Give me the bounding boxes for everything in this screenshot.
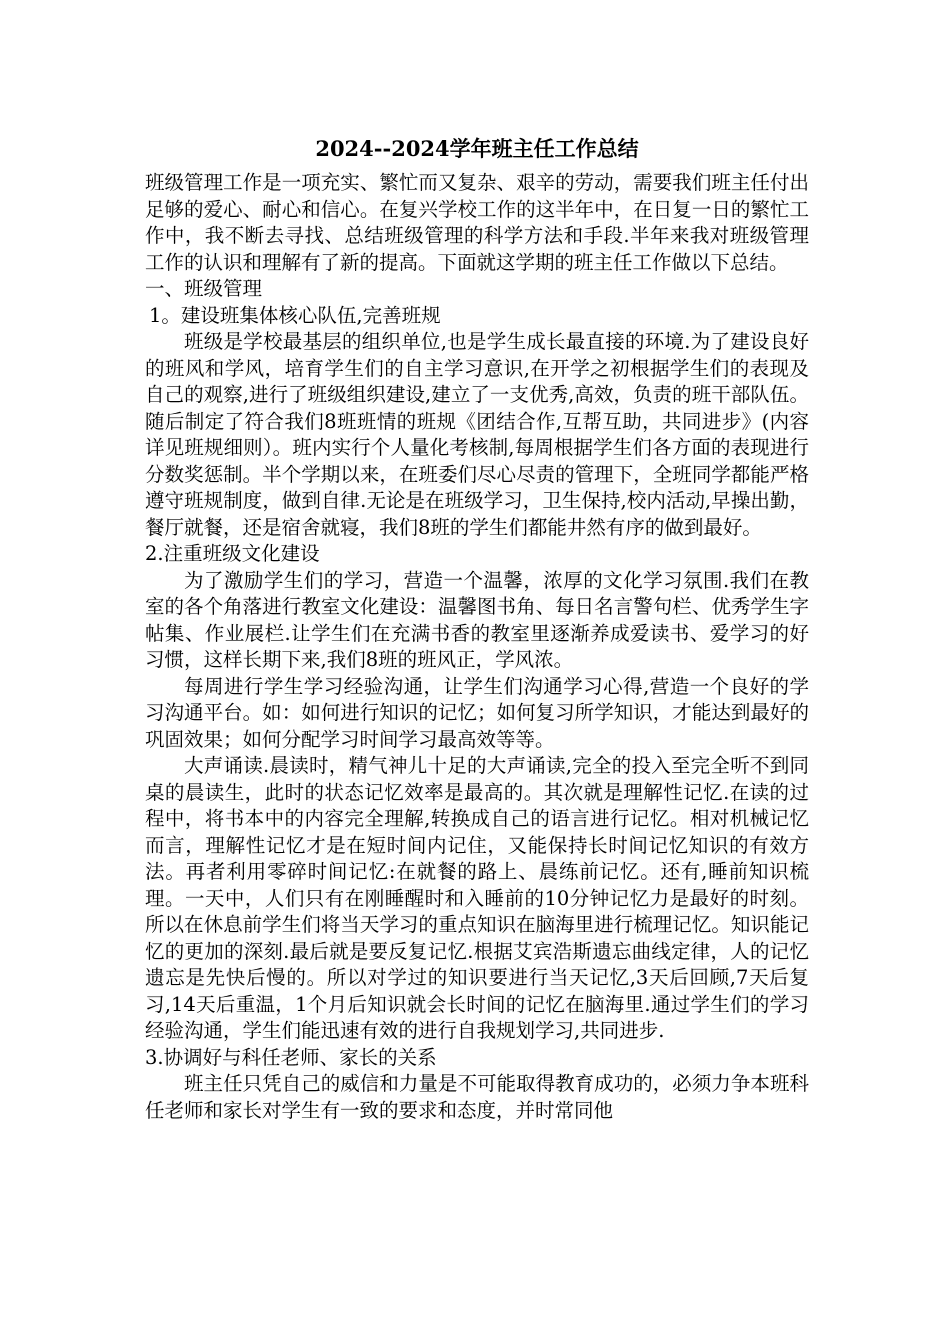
intro-paragraph: 班级管理工作是一项充实、繁忙而又复杂、艰辛的劳动，需要我们班主任付出足够的爱心、耐心和信心。在复兴学校工作的这半年中，在日复一日的繁忙工作中，我不断去寻找、总结班级管理的科学方法和手段.半年来我对班级管理工作的认识和理解有了新的提高。下面就这学期的班主任工作做以下总结。	[145, 171, 809, 274]
paragraph-memory-methods: 大声诵读.晨读时，精气神儿十足的大声诵读,完全的投入至完全听不到同桌的晨读生，此时的状态记忆效率是最高的。其次就是理解性记忆.在读的过程中，将书本中的内容完全理解,转换成自己的语言进行记忆。相对机械记忆而言，理解性记忆才是在短时间内记住，又能保持长时间记忆知识的有效方法。再者利用零碎时间记忆:在就餐的路上、晨练前记忆。还有,睡前知识梳理。一天中，人们只有在刚睡醒时和入睡前的10分钟记忆力是最好的时刻。所以在休息前学生们将当天学习的重点知识在脑海里进行梳理记忆。知识能记忆的更加的深刻.最后就是要反复记忆.根据艾宾浩斯遗忘曲线定律，人的记忆遗忘是先快后慢的。所以对学过的知识要进行当天记忆,3天后回顾,7天后复习,14天后重温，1个月后知识就会长时间的记忆在脑海里.通过学生们的学习经验沟通，学生们能迅速有效的进行自我规划学习,共同进步.	[145, 754, 809, 1042]
subheading-class-culture: 2.注重班级文化建设	[145, 542, 320, 565]
paragraph-class-culture: 为了激励学生们的学习，营造一个温馨，浓厚的文化学习氛围.我们在教室的各个角落进行教室文化建设：温馨图书角、每日名言警句栏、优秀学生字帖集、作业展栏.让学生们在充满书香的教室里逐渐养成爱读书、爱学习的好习惯，这样长期下来,我们8班的班风正，学风浓。	[145, 568, 809, 671]
paragraph-core-team: 班级是学校最基层的组织单位,也是学生成长最直接的环境.为了建设良好的班风和学风，培育学生们的自主学习意识,在开学之初根据学生们的表现及自己的观察,进行了班级组织建设,建立了一支优秀,高效，负责的班干部队伍。随后制定了符合我们8班班情的班规《团结合作,互帮互助，共同进步》(内容详见班规细则）。班内实行个人量化考核制,每周根据学生们各方面的表现进行分数奖惩制。半个学期以来，在班委们尽心尽责的管理下，全班同学都能严格遵守班规制度，做到自律.无论是在班级学习，卫生保持,校内活动,早操出勤，餐厅就餐，还是宿舍就寝，我们8班的学生们都能井然有序的做到最好。	[145, 330, 809, 539]
section-heading-class-management: 一、班级管理	[145, 277, 263, 300]
subheading-teacher-parent-relations: 3.协调好与科任老师、家长的关系	[145, 1045, 437, 1069]
paragraph-teacher-parent-relations: 班主任只凭自己的威信和力量是不可能取得教育成功的，必须力争本班科任老师和家长对学生有一致的要求和态度，并时常同他	[145, 1072, 809, 1122]
paragraph-study-exchange: 每周进行学生学习经验沟通，让学生们沟通学习心得,营造一个良好的学习沟通平台。如：如何进行知识的记忆；如何复习所学知识，才能达到最好的巩固效果；如何分配学习时间学习最高效等等。	[145, 674, 809, 751]
document-page	[145, 134, 809, 1124]
subheading-core-team: 1。建设班集体核心队伍,完善班规	[149, 303, 441, 327]
document-title: 2024--2024学年班主任工作总结	[315, 136, 639, 161]
